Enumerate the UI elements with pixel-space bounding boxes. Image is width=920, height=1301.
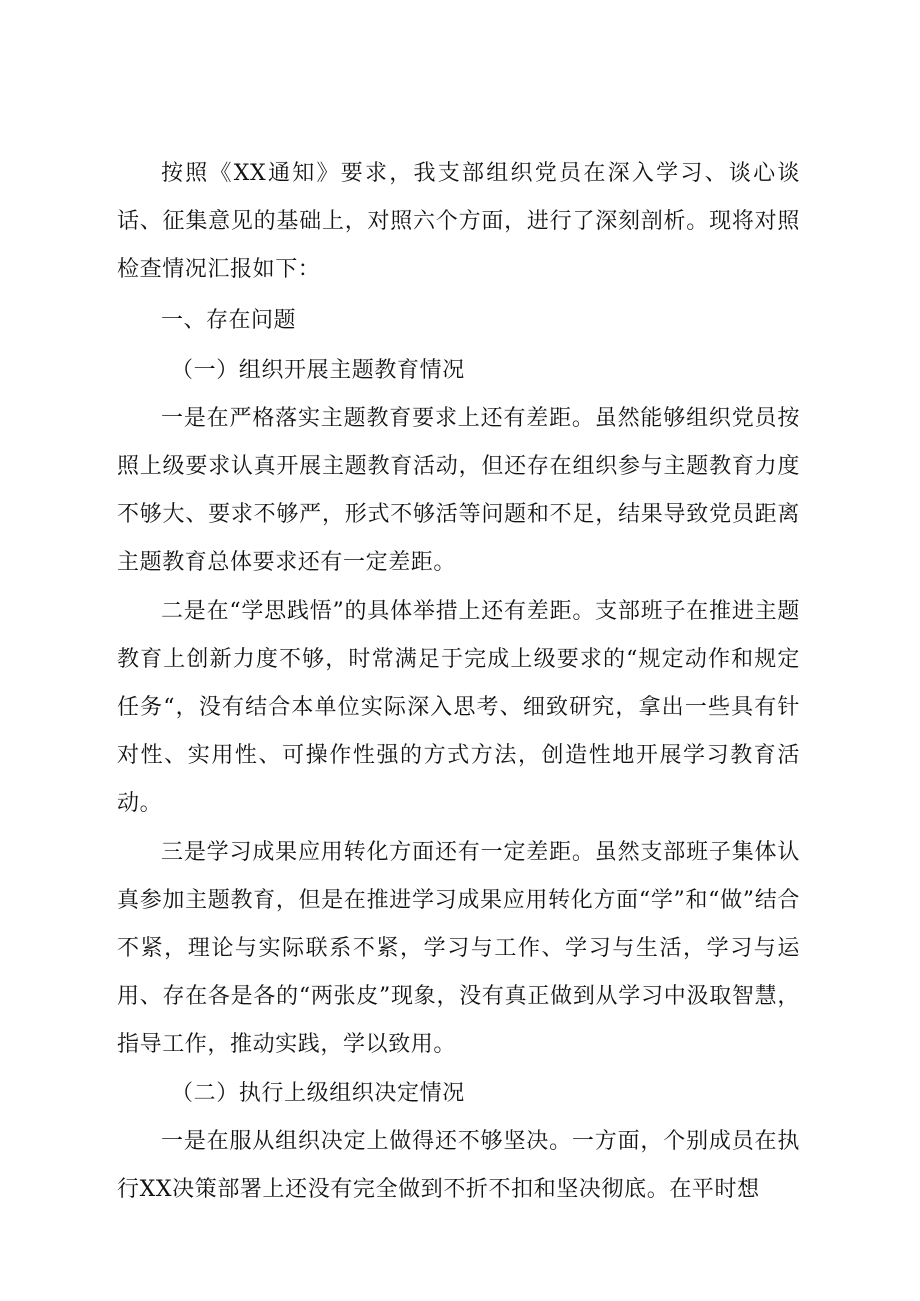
paragraph-point-one: 一是在严格落实主题教育要求上还有差距。虽然能够组织党员按照上级要求认真开展主题教育活动，但还存在组织参与主题教育力度不够大、要求不够严，形式不够活等问题和不足，结果导致党员距离主题教育总体要求还有一定差距。 [117,405,800,576]
intro-paragraph: 按照《XX通知》要求，我支部组织党员在深入学习、谈心谈话、征集意见的基础上，对照六个方面，进行了深刻剖析。现将对照检查情况汇报如下： [117,161,800,283]
subsection-heading-theme-education: （一）组织开展主题教育情况 [171,357,465,383]
paragraph-point-two: 二是在“学思践悟”的具体举措上还有差距。支部班子在推进主题教育上创新力度不够，时常满足于完成上级要求的“规定动作和规定任务“，没有结合本单位实际深入思考、细致研究，拿出一些具有针对性、实用性、可操作性强的方式方法，创造性地开展学习教育活动。 [117,598,800,817]
paragraph-execution-point-one: 一是在服从组织决定上做得还不够坚决。一方面，个别成员在执行XX决策部署上还没有完全做到不折不扣和坚决彻底。在平时想 [117,1128,800,1203]
section-heading-problems: 一、存在问题 [161,307,297,333]
subsection-heading-execution: （二）执行上级组织决定情况 [171,1080,465,1106]
paragraph-point-three: 三是学习成果应用转化方面还有一定差距。虽然支部班子集体认真参加主题教育，但是在推进学习成果应用转化方面“学”和“做”结合不紧，理论与实际联系不紧，学习与工作、学习与生活，学习与运用、存在各是各的“两张皮”现象，没有真正做到从学习中汲取智慧，指导工作，推动实践，学以致用。 [117,839,800,1058]
